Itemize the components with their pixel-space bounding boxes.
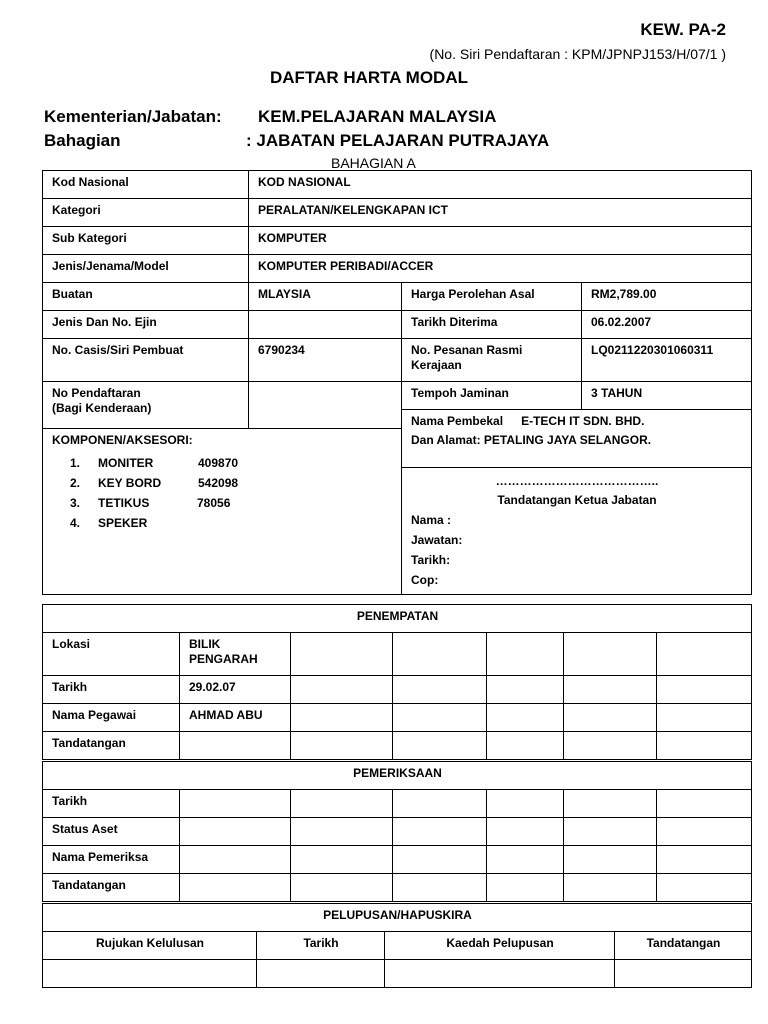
- casis-value: 6790234: [249, 339, 402, 382]
- col-kaedah: Kaedah Pelupusan: [385, 932, 615, 960]
- pegawai-value: AHMAD ABU: [180, 704, 291, 732]
- alamat-label: Dan Alamat:: [411, 433, 481, 447]
- penempatan-pemeriksaan-table: [42, 604, 752, 902]
- table-row: [43, 732, 752, 761]
- pendaftaran-sublabel: (Bagi Kenderaan): [52, 401, 152, 415]
- list-item: [52, 473, 393, 493]
- tarikh-diterima-value: 06.02.2007: [582, 311, 752, 339]
- empty-cell: [487, 732, 564, 761]
- table-row: [43, 283, 752, 311]
- empty-cell: [657, 704, 752, 732]
- empty-cell: [487, 633, 564, 676]
- penempatan-tarikh-label: Tarikh: [43, 676, 180, 704]
- empty-cell: [487, 818, 564, 846]
- empty-cell: [564, 732, 657, 761]
- table-row: [43, 704, 752, 732]
- pendaftaran-label-cell: [43, 382, 249, 429]
- kod-nasional-value: KOD NASIONAL: [249, 171, 752, 199]
- table-row: [43, 633, 752, 676]
- empty-cell: [393, 874, 487, 902]
- status-label: Status Aset: [43, 818, 180, 846]
- empty-cell: [393, 732, 487, 761]
- division-label: Bahagian: [44, 131, 121, 150]
- pemeriksa-label: Nama Pemeriksa: [43, 846, 180, 874]
- table-row: [43, 605, 752, 633]
- komponen-serial: 409870: [198, 456, 239, 470]
- table-row: [43, 761, 752, 790]
- penempatan-tandatangan-label: Tandatangan: [43, 732, 180, 761]
- empty-cell: [291, 732, 393, 761]
- komponen-num: 1.: [70, 456, 81, 470]
- table-row: [43, 311, 752, 339]
- sub-kategori-label: Sub Kategori: [43, 227, 249, 255]
- signature-line: …………………………………..: [495, 474, 659, 488]
- signature-title: Tandatangan Ketua Jabatan: [497, 493, 657, 507]
- pendaftaran-value: [249, 382, 402, 429]
- empty-cell: [487, 676, 564, 704]
- penempatan-tarikh-value: 29.02.07: [180, 676, 291, 704]
- lokasi-value: BILIK PENGARAH: [180, 633, 291, 676]
- kategori-label: Kategori: [43, 199, 249, 227]
- serial-number: (No. Siri Pendaftaran : KPM/JPNPJ153/H/07/1 ): [429, 46, 726, 62]
- form-code: KEW. PA-2: [640, 20, 726, 39]
- empty-cell: [393, 818, 487, 846]
- empty-cell: [393, 846, 487, 874]
- alamat-value: PETALING JAYA SELANGOR.: [483, 433, 652, 447]
- empty-cell: [180, 818, 291, 846]
- kod-nasional-label: Kod Nasional: [43, 171, 249, 199]
- komponen-list: [52, 453, 393, 533]
- jaminan-label: Tempoh Jaminan: [402, 382, 582, 410]
- pemeriksaan-tandatangan-label: Tandatangan: [43, 874, 180, 902]
- pesanan-label: No. Pesanan Rasmi Kerajaan: [402, 339, 582, 382]
- buatan-value: MLAYSIA: [249, 283, 402, 311]
- komponen-name: KEY BORD: [98, 476, 162, 490]
- pemeriksaan-title: PEMERIKSAAN: [43, 761, 752, 790]
- empty-cell: [564, 633, 657, 676]
- jenis-label: Jenis/Jenama/Model: [43, 255, 249, 283]
- empty-cell: [657, 790, 752, 818]
- table-row: [43, 932, 752, 960]
- komponen-cell: [43, 429, 402, 595]
- table-row: [43, 790, 752, 818]
- kategori-value: PERALATAN/KELENGKAPAN ICT: [249, 199, 752, 227]
- buatan-label: Buatan: [43, 283, 249, 311]
- empty-cell: [393, 633, 487, 676]
- sig-cop: Cop:: [411, 573, 439, 587]
- pegawai-label: Nama Pegawai: [43, 704, 180, 732]
- jaminan-value: 3 TAHUN: [582, 382, 752, 410]
- empty-cell: [291, 846, 393, 874]
- empty-cell: [291, 704, 393, 732]
- section-a-title: BAHAGIAN A: [331, 155, 416, 171]
- empty-cell: [657, 818, 752, 846]
- casis-label: No. Casis/Siri Pembuat: [43, 339, 249, 382]
- komponen-title: KOMPONEN/AKSESORI:: [52, 433, 193, 447]
- empty-cell: [487, 846, 564, 874]
- ministry-value: KEM.PELAJARAN MALAYSIA: [258, 107, 497, 126]
- empty-cell: [487, 790, 564, 818]
- komponen-num: 3.: [70, 496, 81, 510]
- empty-cell: [291, 676, 393, 704]
- empty-cell: [657, 874, 752, 902]
- signature-cell: [402, 468, 752, 595]
- pesanan-value: LQ0211220301060311: [582, 339, 752, 382]
- harga-label: Harga Perolehan Asal: [402, 283, 582, 311]
- komponen-num: 2.: [70, 476, 81, 490]
- table-row: [43, 339, 752, 382]
- empty-cell: [657, 676, 752, 704]
- empty-cell: [487, 704, 564, 732]
- pembekal-label: Nama Pembekal: [411, 414, 504, 428]
- sig-jawatan: Jawatan:: [411, 533, 463, 547]
- empty-cell: [180, 874, 291, 902]
- sig-nama: Nama :: [411, 513, 452, 527]
- empty-cell: [657, 633, 752, 676]
- empty-cell: [291, 874, 393, 902]
- empty-cell: [180, 846, 291, 874]
- part-a-table: [42, 170, 752, 595]
- supplier-name-line: [411, 414, 743, 429]
- enjin-value: [249, 311, 402, 339]
- list-item: [52, 493, 393, 513]
- table-row: [43, 382, 752, 410]
- empty-cell: [657, 846, 752, 874]
- empty-cell: [564, 676, 657, 704]
- empty-cell: [564, 790, 657, 818]
- empty-cell: [657, 732, 752, 761]
- komponen-serial: 78056: [197, 496, 231, 510]
- empty-cell: [180, 732, 291, 761]
- empty-cell: [291, 818, 393, 846]
- empty-cell: [487, 874, 564, 902]
- enjin-label: Jenis Dan No. Ejin: [43, 311, 249, 339]
- empty-cell: [393, 676, 487, 704]
- supplier-cell: [402, 410, 752, 468]
- ministry-line: [44, 107, 497, 127]
- harga-value: RM2,789.00: [582, 283, 752, 311]
- col-tandatangan: Tandatangan: [615, 932, 752, 960]
- komponen-name: MONITER: [98, 456, 154, 470]
- col-rujukan: Rujukan Kelulusan: [43, 932, 257, 960]
- empty-cell: [393, 704, 487, 732]
- empty-cell: [385, 960, 615, 988]
- penempatan-title: PENEMPATAN: [43, 605, 752, 633]
- ministry-label: Kementerian/Jabatan:: [44, 107, 222, 126]
- empty-cell: [257, 960, 385, 988]
- empty-cell: [393, 790, 487, 818]
- pemeriksaan-tarikh-label: Tarikh: [43, 790, 180, 818]
- supplier-address-line: [411, 433, 743, 448]
- empty-cell: [564, 704, 657, 732]
- table-row: [43, 846, 752, 874]
- sub-kategori-value: KOMPUTER: [249, 227, 752, 255]
- komponen-name: SPEKER: [98, 516, 148, 530]
- empty-cell: [180, 790, 291, 818]
- table-row: [43, 227, 752, 255]
- table-row: [43, 904, 752, 932]
- empty-cell: [615, 960, 752, 988]
- table-row: [43, 960, 752, 988]
- pelupusan-title: PELUPUSAN/HAPUSKIRA: [43, 904, 752, 932]
- list-item: [52, 453, 393, 473]
- document-title: DAFTAR HARTA MODAL: [270, 68, 468, 87]
- table-row: [43, 199, 752, 227]
- division-value: : JABATAN PELAJARAN PUTRAJAYA: [246, 131, 550, 150]
- table-row: [43, 171, 752, 199]
- division-line: [44, 131, 550, 151]
- sig-tarikh: Tarikh:: [411, 553, 451, 567]
- komponen-name: TETIKUS: [98, 496, 150, 510]
- pembekal-value: E-TECH IT SDN. BHD.: [521, 414, 645, 428]
- komponen-num: 4.: [70, 516, 81, 530]
- empty-cell: [564, 846, 657, 874]
- komponen-serial: 542098: [198, 476, 239, 490]
- col-tarikh: Tarikh: [257, 932, 385, 960]
- empty-cell: [291, 790, 393, 818]
- empty-cell: [43, 960, 257, 988]
- jenis-value: KOMPUTER PERIBADI/ACCER: [249, 255, 752, 283]
- tarikh-diterima-label: Tarikh Diterima: [402, 311, 582, 339]
- empty-cell: [564, 818, 657, 846]
- pendaftaran-label: No Pendaftaran: [52, 386, 141, 400]
- empty-cell: [291, 633, 393, 676]
- lokasi-label: Lokasi: [43, 633, 180, 676]
- pelupusan-table: [42, 903, 752, 988]
- table-row: [43, 818, 752, 846]
- list-item: [52, 513, 393, 533]
- table-row: [43, 676, 752, 704]
- empty-cell: [564, 874, 657, 902]
- table-row: [43, 874, 752, 902]
- table-row: [43, 255, 752, 283]
